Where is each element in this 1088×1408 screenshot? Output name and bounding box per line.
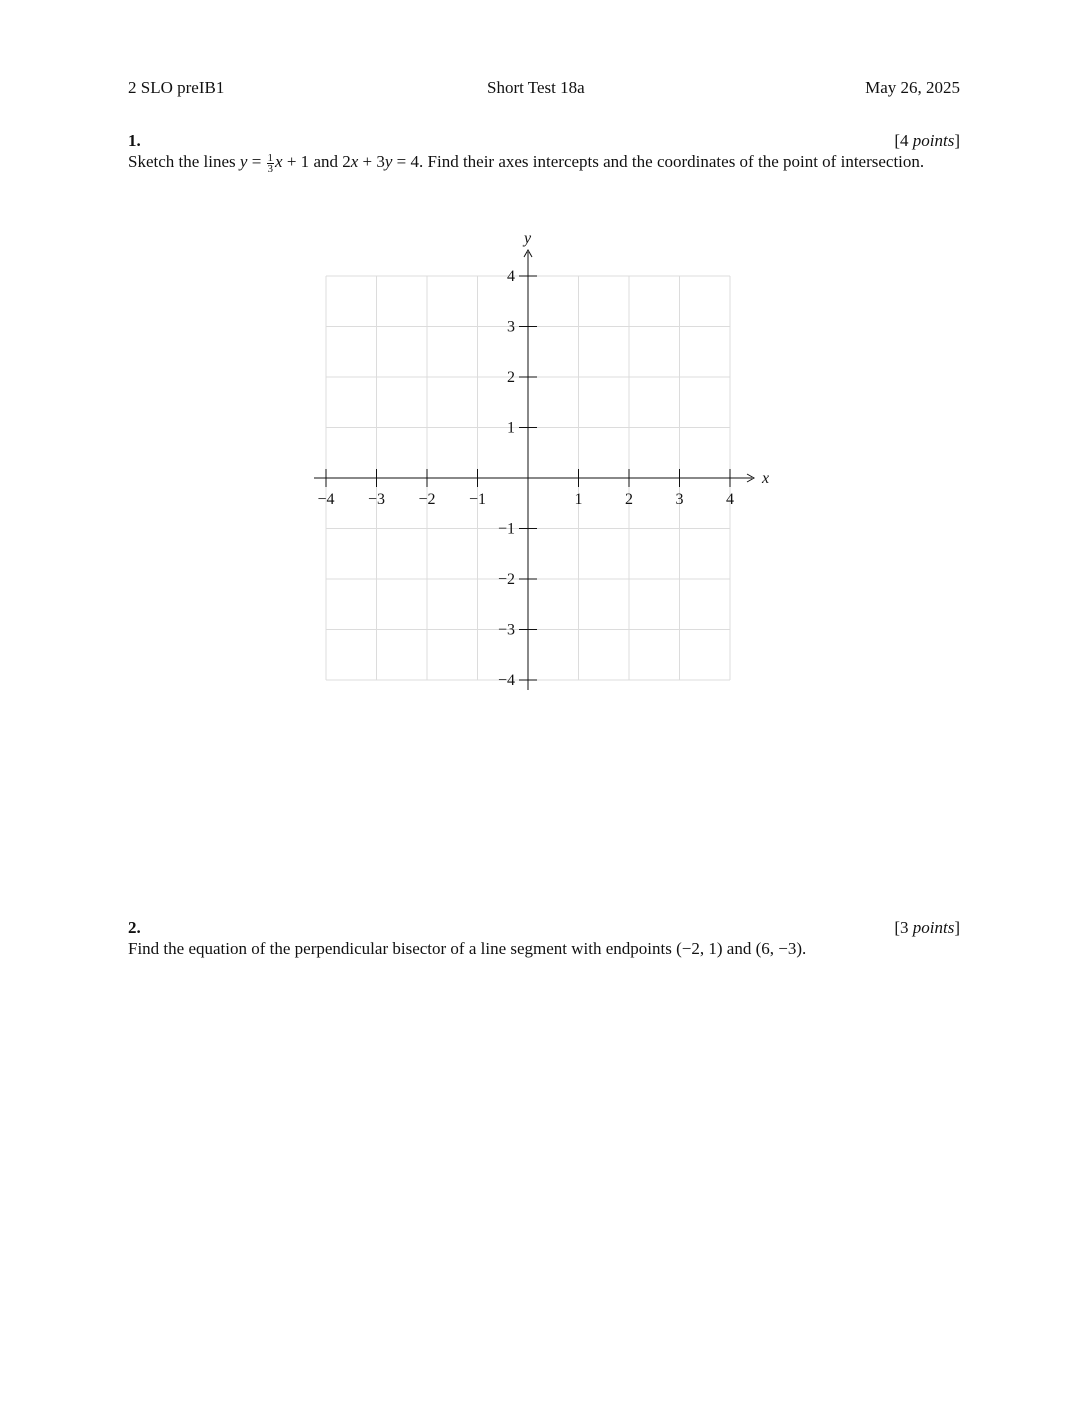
math-y: y (239, 152, 248, 171)
x-tick-label: 1 (574, 491, 583, 508)
y-tick-label: 2 (507, 369, 515, 386)
x-axis-label: x (762, 470, 770, 487)
header-date: May 26, 2025 (865, 78, 960, 97)
y-tick-label: −3 (497, 621, 515, 639)
axes (314, 250, 754, 690)
fraction-numerator: 1 (267, 151, 274, 164)
points-word: points (912, 131, 955, 150)
math-eq: = (247, 152, 266, 171)
y-axis-label: y (524, 230, 532, 247)
y-tick-label: 4 (507, 268, 515, 285)
points-open: [3 (894, 918, 913, 937)
question-1-number: 1. (128, 131, 141, 150)
question-2-text: Find the equation of the perpendicular bisector of a line segment with endpoints (−2, 1) and (6, −3). (128, 939, 807, 958)
y-tick-label: −4 (497, 672, 515, 689)
math-x: x (275, 152, 283, 171)
points-close: ] (954, 131, 960, 150)
q1-text-a: Sketch the lines (128, 152, 240, 171)
header-test-title: Short Test 18a (487, 78, 585, 97)
question-2-points (894, 918, 960, 938)
y-tick-label: −1 (497, 520, 515, 538)
eq2-c: = 4 (392, 152, 420, 171)
q1-text-b: . Find their axes intercepts and the coordinates of the point of intersection. (419, 152, 925, 171)
fraction-denominator: 3 (267, 162, 274, 175)
points-close: ] (954, 918, 960, 937)
eq2-y: y (384, 152, 393, 171)
y-tick-label: 3 (507, 318, 515, 336)
points-open: [4 (894, 131, 913, 150)
x-tick-label: −4 (317, 491, 335, 508)
header-course: 2 SLO preIB1 (128, 78, 225, 97)
x-tick-label: 4 (726, 491, 734, 508)
points-word: points (912, 918, 955, 937)
x-tick-label: 2 (625, 491, 633, 508)
x-tick-label: −3 (367, 491, 386, 508)
y-tick-label: −2 (497, 571, 515, 588)
eq2-a: 2 (342, 152, 351, 171)
math-plus1: + 1 (282, 152, 310, 171)
eq2-b: + 3 (358, 152, 385, 171)
x-tick-label: −1 (468, 491, 487, 508)
eq2-x: x (350, 152, 359, 171)
question-2-number: 2. (128, 918, 141, 937)
x-tick-label: −2 (418, 491, 436, 508)
q1-text-and: and (309, 152, 343, 171)
x-tick-label: 3 (675, 491, 684, 508)
y-tick-label: 1 (507, 419, 515, 437)
